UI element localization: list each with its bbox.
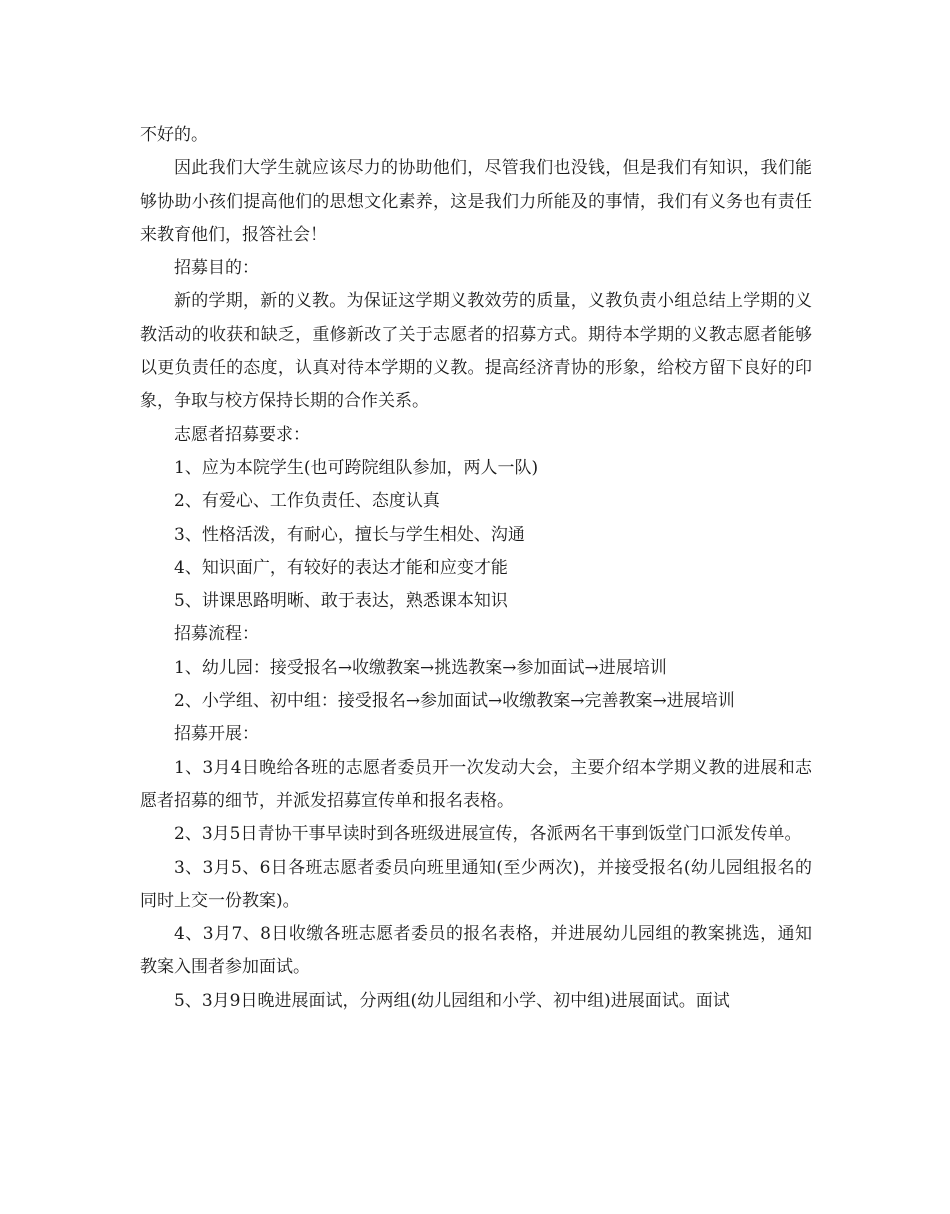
- requirement-item-1: 1、应为本院学生(也可跨院组队参加，两人一队): [174, 457, 539, 478]
- requirement-item-3: 3、性格活泼，有耐心，擅长与学生相处、沟通: [174, 524, 525, 545]
- heading-recruit-schedule: 招募开展：: [174, 724, 259, 745]
- schedule-item-2: 2、3月5日青协干事早读时到各班级进展宣传，各派两名干事到饭堂门口派发传单。: [174, 824, 802, 845]
- heading-volunteer-requirements: 志愿者招募要求：: [174, 424, 310, 445]
- schedule-item-4: 4、3月7、8日收缴各班志愿者委员的报名表格，并进展幼儿园组的教案挑选，通知教案入围者参加面试。: [140, 924, 812, 978]
- paragraph-continuation: 不好的。: [140, 125, 208, 145]
- paragraph-purpose: 新的学期，新的义教。为保证这学期义教效劳的质量，义教负责小组总结上学期的义教活动的收获和缺乏，重修新改了关于志愿者的招募方式。期待本学期的义教志愿者能够以更负责任的态度，认真对待本学期的义教。提高经济青协的形象，给校方留下良好的印象，争取与校方保持长期的合作关系。: [140, 291, 812, 412]
- schedule-item-5: 5、3月9日晚进展面试，分两组(幼儿园组和小学、初中组)进展面试。面试: [174, 990, 730, 1011]
- schedule-item-3: 3、3月5、6日各班志愿者委员向班里通知(至少两次)，并接受报名(幼儿园组报名的同时上交一份教案)。: [140, 857, 812, 911]
- heading-recruit-process: 招募流程：: [174, 624, 259, 645]
- document-body: [140, 119, 812, 1018]
- process-item-2: 2、小学组、初中组：接受报名→参加面试→收缴教案→完善教案→进展培训: [174, 691, 735, 712]
- schedule-item-1: 1、3月4日晚给各班的志愿者委员开一次发动大会，主要介绍本学期义教的进展和志愿者招募的细节，并派发招募宣传单和报名表格。: [140, 757, 812, 811]
- requirement-item-5: 5、讲课思路明晰、敢于表达，熟悉课本知识: [174, 591, 508, 612]
- paragraph-intro: 因此我们大学生就应该尽力的协助他们，尽管我们也没钱，但是我们有知识，我们能够协助小孩们提高他们的思想文化素养，这是我们力所能及的事情，我们有义务也有责任来教育他们，报答社会！: [140, 158, 812, 245]
- process-item-1: 1、幼儿园：接受报名→收缴教案→挑选教案→参加面试→进展培训: [174, 657, 667, 678]
- heading-recruit-purpose: 招募目的：: [174, 258, 259, 279]
- requirement-item-2: 2、有爱心、工作负责任、态度认真: [174, 491, 440, 512]
- requirement-item-4: 4、知识面广，有较好的表达才能和应变才能: [174, 557, 508, 578]
